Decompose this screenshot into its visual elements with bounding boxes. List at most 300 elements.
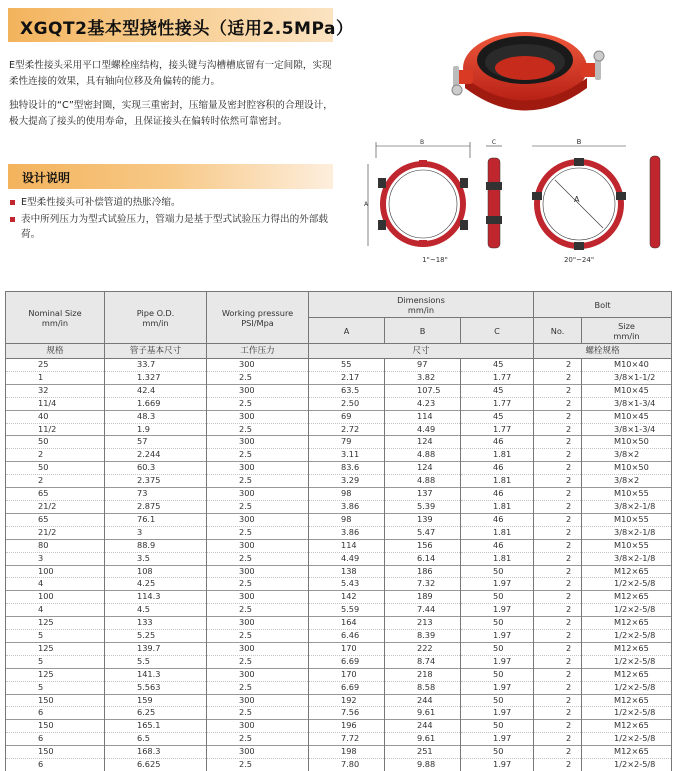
- cell-nominal: 6: [6, 707, 105, 720]
- cell-b: 189: [385, 591, 461, 604]
- cell-nominal: 11/2: [6, 423, 105, 436]
- cell-nominal: 25: [6, 359, 105, 372]
- cell-c: 46: [461, 462, 534, 475]
- cell-bolt-no: 2: [534, 655, 582, 668]
- cell-pressure: 300: [207, 668, 309, 681]
- cell-c: 50: [461, 694, 534, 707]
- cell-bolt-no: 2: [534, 604, 582, 617]
- cell-nominal: 32: [6, 384, 105, 397]
- cell-od: 5.25: [105, 630, 207, 643]
- label-od: 管子基本尺寸: [105, 344, 207, 359]
- cell-bolt-no: 2: [534, 668, 582, 681]
- cell-pressure: 300: [207, 436, 309, 449]
- design-heading: 设计说明: [22, 169, 70, 186]
- cell-b: 222: [385, 642, 461, 655]
- cell-b: 186: [385, 565, 461, 578]
- cell-c: 1.77: [461, 397, 534, 410]
- cell-bolt-no: 2: [534, 500, 582, 513]
- cell-b: 156: [385, 539, 461, 552]
- cell-od: 5.563: [105, 681, 207, 694]
- cell-pressure: 300: [207, 746, 309, 759]
- cell-a: 192: [309, 694, 385, 707]
- table-row: [6, 539, 672, 552]
- cell-a: 3.86: [309, 500, 385, 513]
- cell-nominal: 80: [6, 539, 105, 552]
- cell-nominal: 100: [6, 591, 105, 604]
- cell-c: 50: [461, 746, 534, 759]
- cell-od: 3.5: [105, 552, 207, 565]
- cell-b: 9.61: [385, 733, 461, 746]
- col-pipe-od: Pipe O.D. mm/in: [105, 292, 207, 344]
- cell-bolt-size: M10×50: [582, 462, 672, 475]
- col-bolt-no: No.: [534, 318, 582, 344]
- cell-c: 1.77: [461, 423, 534, 436]
- cell-b: 5.47: [385, 526, 461, 539]
- cell-od: 33.7: [105, 359, 207, 372]
- cell-bolt-no: 2: [534, 436, 582, 449]
- cell-c: 1.97: [461, 707, 534, 720]
- table-row: [6, 449, 672, 462]
- dim-label-b1: B: [420, 139, 424, 146]
- cell-nominal: 2: [6, 475, 105, 488]
- cell-b: 97: [385, 359, 461, 372]
- cell-nominal: 150: [6, 746, 105, 759]
- table-row: [6, 759, 672, 771]
- cell-od: 60.3: [105, 462, 207, 475]
- cell-od: 2.244: [105, 449, 207, 462]
- cell-b: 213: [385, 617, 461, 630]
- cell-pressure: 2.5: [207, 500, 309, 513]
- cell-a: 98: [309, 513, 385, 526]
- cell-bolt-no: 2: [534, 630, 582, 643]
- cell-bolt-size: 3/8×2-1/8: [582, 526, 672, 539]
- cell-a: 5.43: [309, 578, 385, 591]
- table-row: [6, 475, 672, 488]
- cell-nominal: 50: [6, 462, 105, 475]
- cell-od: 6.5: [105, 733, 207, 746]
- cell-c: 50: [461, 642, 534, 655]
- table-row: [6, 436, 672, 449]
- cell-od: 73: [105, 488, 207, 501]
- cell-c: 1.81: [461, 475, 534, 488]
- dim-label-a1: A: [364, 201, 369, 208]
- cell-bolt-no: 2: [534, 617, 582, 630]
- cell-a: 2.50: [309, 397, 385, 410]
- coupling-product-image: [445, 8, 610, 133]
- col-bolt-size: Size mm/in: [582, 318, 672, 344]
- cell-od: 57: [105, 436, 207, 449]
- cell-pressure: 2.5: [207, 604, 309, 617]
- design-note: 表中所列压力为型式试验压力，管端力是基于型式试验压力得出的外部载荷。: [9, 212, 339, 242]
- cell-bolt-no: 2: [534, 423, 582, 436]
- cell-a: 83.6: [309, 462, 385, 475]
- cell-c: 1.97: [461, 578, 534, 591]
- cell-a: 2.72: [309, 423, 385, 436]
- table-row: [6, 630, 672, 643]
- cell-c: 1.81: [461, 449, 534, 462]
- spec-table-body: [6, 359, 672, 771]
- cell-pressure: 300: [207, 694, 309, 707]
- cell-bolt-no: 2: [534, 384, 582, 397]
- cell-c: 45: [461, 384, 534, 397]
- cell-c: 50: [461, 591, 534, 604]
- table-row: [6, 681, 672, 694]
- cell-b: 8.39: [385, 630, 461, 643]
- cell-c: 1.81: [461, 500, 534, 513]
- cell-od: 4.5: [105, 604, 207, 617]
- cell-pressure: 2.5: [207, 397, 309, 410]
- table-row: [6, 604, 672, 617]
- cell-od: 88.9: [105, 539, 207, 552]
- cell-b: 6.14: [385, 552, 461, 565]
- cell-bolt-size: 3/8×2-1/8: [582, 552, 672, 565]
- cell-a: 164: [309, 617, 385, 630]
- cell-pressure: 2.5: [207, 655, 309, 668]
- cell-nominal: 5: [6, 681, 105, 694]
- cell-nominal: 6: [6, 759, 105, 771]
- cell-a: 63.5: [309, 384, 385, 397]
- table-row: [6, 578, 672, 591]
- cell-c: 45: [461, 410, 534, 423]
- description-2: 独特设计的“C”型密封圈，实现三重密封，压缩量及密封腔容积的合理设计，极大提高了接头的使用寿命，且保证接头在偏转时依然可靠密封。: [9, 98, 341, 130]
- cell-pressure: 2.5: [207, 707, 309, 720]
- cell-b: 5.39: [385, 500, 461, 513]
- cell-nominal: 3: [6, 552, 105, 565]
- cell-nominal: 65: [6, 488, 105, 501]
- cell-nominal: 4: [6, 578, 105, 591]
- cell-bolt-no: 2: [534, 359, 582, 372]
- cell-nominal: 125: [6, 668, 105, 681]
- cell-pressure: 2.5: [207, 449, 309, 462]
- cell-a: 55: [309, 359, 385, 372]
- cell-b: 7.44: [385, 604, 461, 617]
- table-row: [6, 371, 672, 384]
- table-row: [6, 552, 672, 565]
- cell-a: 3.11: [309, 449, 385, 462]
- cell-a: 6.69: [309, 655, 385, 668]
- cell-pressure: 300: [207, 462, 309, 475]
- table-row: [6, 500, 672, 513]
- cell-od: 141.3: [105, 668, 207, 681]
- cell-pressure: 2.5: [207, 630, 309, 643]
- cell-bolt-no: 2: [534, 488, 582, 501]
- cell-bolt-size: 3/8×1-3/4: [582, 397, 672, 410]
- cell-bolt-no: 2: [534, 642, 582, 655]
- cell-bolt-no: 2: [534, 410, 582, 423]
- cell-a: 170: [309, 668, 385, 681]
- cell-bolt-size: 1/2×2-5/8: [582, 733, 672, 746]
- cell-pressure: 2.5: [207, 423, 309, 436]
- cell-b: 7.32: [385, 578, 461, 591]
- cell-bolt-size: M12×65: [582, 720, 672, 733]
- cell-pressure: 300: [207, 410, 309, 423]
- spec-table: [5, 291, 672, 771]
- cell-bolt-size: M12×65: [582, 617, 672, 630]
- cell-b: 9.88: [385, 759, 461, 771]
- table-row: [6, 655, 672, 668]
- cell-pressure: 2.5: [207, 552, 309, 565]
- cell-od: 48.3: [105, 410, 207, 423]
- cell-bolt-size: 1/2×2-5/8: [582, 759, 672, 771]
- cell-bolt-size: M12×65: [582, 591, 672, 604]
- cell-c: 50: [461, 668, 534, 681]
- col-dim-c: C: [461, 318, 534, 344]
- cell-pressure: 2.5: [207, 733, 309, 746]
- table-row: [6, 707, 672, 720]
- cell-b: 218: [385, 668, 461, 681]
- cell-b: 107.5: [385, 384, 461, 397]
- cell-b: 4.88: [385, 449, 461, 462]
- drawing-small-size: [364, 139, 502, 264]
- cell-pressure: 2.5: [207, 526, 309, 539]
- cell-pressure: 300: [207, 384, 309, 397]
- cell-bolt-size: 1/2×2-5/8: [582, 630, 672, 643]
- cell-pressure: 300: [207, 359, 309, 372]
- cell-bolt-no: 2: [534, 565, 582, 578]
- dimension-drawings: [360, 136, 670, 271]
- cell-a: 2.17: [309, 371, 385, 384]
- cell-bolt-no: 2: [534, 539, 582, 552]
- cell-b: 8.58: [385, 681, 461, 694]
- cell-bolt-no: 2: [534, 681, 582, 694]
- cell-bolt-size: M10×50: [582, 436, 672, 449]
- cell-pressure: 300: [207, 720, 309, 733]
- cell-pressure: 2.5: [207, 475, 309, 488]
- cell-nominal: 65: [6, 513, 105, 526]
- cell-bolt-no: 2: [534, 720, 582, 733]
- cell-c: 1.97: [461, 630, 534, 643]
- cell-bolt-no: 2: [534, 462, 582, 475]
- cell-a: 98: [309, 488, 385, 501]
- cell-a: 114: [309, 539, 385, 552]
- cell-od: 42.4: [105, 384, 207, 397]
- table-row: [6, 720, 672, 733]
- cell-pressure: 2.5: [207, 371, 309, 384]
- cell-bolt-size: 1/2×2-5/8: [582, 707, 672, 720]
- table-row: [6, 617, 672, 630]
- cell-bolt-size: M12×65: [582, 746, 672, 759]
- cell-nominal: 150: [6, 694, 105, 707]
- table-row: [6, 410, 672, 423]
- col-dim-a: A: [309, 318, 385, 344]
- cell-a: 3.86: [309, 526, 385, 539]
- cell-bolt-no: 2: [534, 746, 582, 759]
- cell-bolt-no: 2: [534, 449, 582, 462]
- cell-bolt-size: M10×45: [582, 410, 672, 423]
- cell-bolt-size: M10×55: [582, 488, 672, 501]
- design-note: E型柔性接头可补偿管道的热胀冷缩。: [9, 195, 339, 210]
- cell-od: 6.625: [105, 759, 207, 771]
- cell-od: 139.7: [105, 642, 207, 655]
- cell-bolt-no: 2: [534, 552, 582, 565]
- cell-a: 7.72: [309, 733, 385, 746]
- cell-pressure: 300: [207, 539, 309, 552]
- table-row: [6, 423, 672, 436]
- cell-bolt-size: 3/8×2-1/8: [582, 500, 672, 513]
- cell-bolt-size: M10×55: [582, 513, 672, 526]
- cell-c: 1.81: [461, 526, 534, 539]
- cell-bolt-no: 2: [534, 591, 582, 604]
- cell-a: 6.69: [309, 681, 385, 694]
- col-bolt: Bolt: [534, 292, 672, 318]
- cell-bolt-no: 2: [534, 578, 582, 591]
- cell-nominal: 4: [6, 604, 105, 617]
- cell-bolt-size: M10×45: [582, 384, 672, 397]
- cell-bolt-no: 2: [534, 707, 582, 720]
- cell-pressure: 300: [207, 617, 309, 630]
- cell-nominal: 2: [6, 449, 105, 462]
- cell-od: 5.5: [105, 655, 207, 668]
- label-bolt: 螺栓规格: [534, 344, 672, 359]
- cell-od: 2.375: [105, 475, 207, 488]
- cell-pressure: 300: [207, 513, 309, 526]
- drawing-range-1: 1"~18": [422, 256, 448, 264]
- cell-nominal: 21/2: [6, 526, 105, 539]
- table-row: [6, 591, 672, 604]
- table-row: [6, 746, 672, 759]
- dim-label-a2: A: [574, 195, 580, 204]
- table-row: [6, 397, 672, 410]
- cell-a: 138: [309, 565, 385, 578]
- cell-nominal: 50: [6, 436, 105, 449]
- cell-nominal: 11/4: [6, 397, 105, 410]
- dim-label-b2: B: [577, 138, 582, 146]
- table-row: [6, 384, 672, 397]
- table-row: [6, 565, 672, 578]
- cell-a: 6.46: [309, 630, 385, 643]
- cell-nominal: 150: [6, 720, 105, 733]
- cell-c: 1.81: [461, 552, 534, 565]
- design-notes: [9, 195, 339, 244]
- cell-a: 7.80: [309, 759, 385, 771]
- cell-c: 1.97: [461, 733, 534, 746]
- cell-c: 1.77: [461, 371, 534, 384]
- cell-a: 69: [309, 410, 385, 423]
- cell-od: 108: [105, 565, 207, 578]
- cell-bolt-size: 3/8×2: [582, 449, 672, 462]
- cell-od: 1.669: [105, 397, 207, 410]
- table-row: [6, 733, 672, 746]
- cell-od: 76.1: [105, 513, 207, 526]
- cell-od: 165.1: [105, 720, 207, 733]
- cell-nominal: 100: [6, 565, 105, 578]
- col-dim-b: B: [385, 318, 461, 344]
- cell-c: 1.97: [461, 759, 534, 771]
- cell-bolt-no: 2: [534, 759, 582, 771]
- cell-a: 196: [309, 720, 385, 733]
- cell-bolt-size: M12×65: [582, 668, 672, 681]
- cell-od: 2.875: [105, 500, 207, 513]
- cell-bolt-no: 2: [534, 513, 582, 526]
- cell-bolt-size: 1/2×2-5/8: [582, 681, 672, 694]
- cell-b: 4.23: [385, 397, 461, 410]
- cell-od: 1.9: [105, 423, 207, 436]
- cell-c: 50: [461, 720, 534, 733]
- table-row: [6, 462, 672, 475]
- cell-b: 3.82: [385, 371, 461, 384]
- cell-od: 114.3: [105, 591, 207, 604]
- cell-od: 4.25: [105, 578, 207, 591]
- cell-a: 170: [309, 642, 385, 655]
- title-bar: [8, 8, 333, 42]
- cell-nominal: 40: [6, 410, 105, 423]
- table-row: [6, 694, 672, 707]
- cell-bolt-size: 1/2×2-5/8: [582, 655, 672, 668]
- cell-bolt-no: 2: [534, 371, 582, 384]
- cell-od: 159: [105, 694, 207, 707]
- description-1: E型柔性接头采用平口型螺栓座结构，接头键与沟槽槽底留有一定间隙，实现柔性连接的效果，具有轴向位移及角偏转的能力。: [9, 58, 341, 90]
- cell-a: 5.59: [309, 604, 385, 617]
- cell-bolt-size: 1/2×2-5/8: [582, 578, 672, 591]
- cell-b: 244: [385, 720, 461, 733]
- cell-c: 46: [461, 539, 534, 552]
- cell-bolt-no: 2: [534, 733, 582, 746]
- cell-b: 4.88: [385, 475, 461, 488]
- cell-bolt-size: M12×65: [582, 565, 672, 578]
- cell-pressure: 2.5: [207, 681, 309, 694]
- design-heading-bar: [8, 164, 333, 189]
- cell-od: 133: [105, 617, 207, 630]
- cell-bolt-size: 1/2×2-5/8: [582, 604, 672, 617]
- cell-bolt-size: M12×65: [582, 694, 672, 707]
- cell-bolt-no: 2: [534, 475, 582, 488]
- cell-c: 46: [461, 513, 534, 526]
- cell-pressure: 2.5: [207, 578, 309, 591]
- cell-bolt-no: 2: [534, 526, 582, 539]
- cell-a: 3.29: [309, 475, 385, 488]
- cell-pressure: 300: [207, 565, 309, 578]
- table-row: [6, 642, 672, 655]
- cell-c: 45: [461, 359, 534, 372]
- cell-c: 50: [461, 617, 534, 630]
- cell-b: 4.49: [385, 423, 461, 436]
- cell-pressure: 300: [207, 591, 309, 604]
- cell-nominal: 21/2: [6, 500, 105, 513]
- cell-bolt-size: 3/8×1-1/2: [582, 371, 672, 384]
- cell-b: 9.61: [385, 707, 461, 720]
- cell-pressure: 2.5: [207, 759, 309, 771]
- cell-pressure: 300: [207, 488, 309, 501]
- cell-c: 1.97: [461, 681, 534, 694]
- cell-nominal: 5: [6, 630, 105, 643]
- table-row: [6, 668, 672, 681]
- cell-nominal: 125: [6, 617, 105, 630]
- table-row: [6, 513, 672, 526]
- cell-c: 46: [461, 436, 534, 449]
- page-title: XGQT2基本型挠性接头（适用2.5MPa）: [20, 14, 353, 39]
- table-row: [6, 359, 672, 372]
- cell-b: 244: [385, 694, 461, 707]
- cell-bolt-size: M12×65: [582, 642, 672, 655]
- label-dims: 尺寸: [309, 344, 534, 359]
- cell-bolt-no: 2: [534, 397, 582, 410]
- cell-od: 6.25: [105, 707, 207, 720]
- cell-od: 3: [105, 526, 207, 539]
- cell-c: 50: [461, 565, 534, 578]
- cell-od: 168.3: [105, 746, 207, 759]
- drawing-large-size: [532, 138, 660, 264]
- cell-bolt-size: 3/8×1-3/4: [582, 423, 672, 436]
- table-row: [6, 526, 672, 539]
- cell-bolt-size: M10×55: [582, 539, 672, 552]
- label-nominal: 规格: [6, 344, 105, 359]
- cell-a: 142: [309, 591, 385, 604]
- cell-b: 251: [385, 746, 461, 759]
- cell-nominal: 6: [6, 733, 105, 746]
- cell-a: 7.56: [309, 707, 385, 720]
- cell-b: 124: [385, 436, 461, 449]
- cell-bolt-size: 3/8×2: [582, 475, 672, 488]
